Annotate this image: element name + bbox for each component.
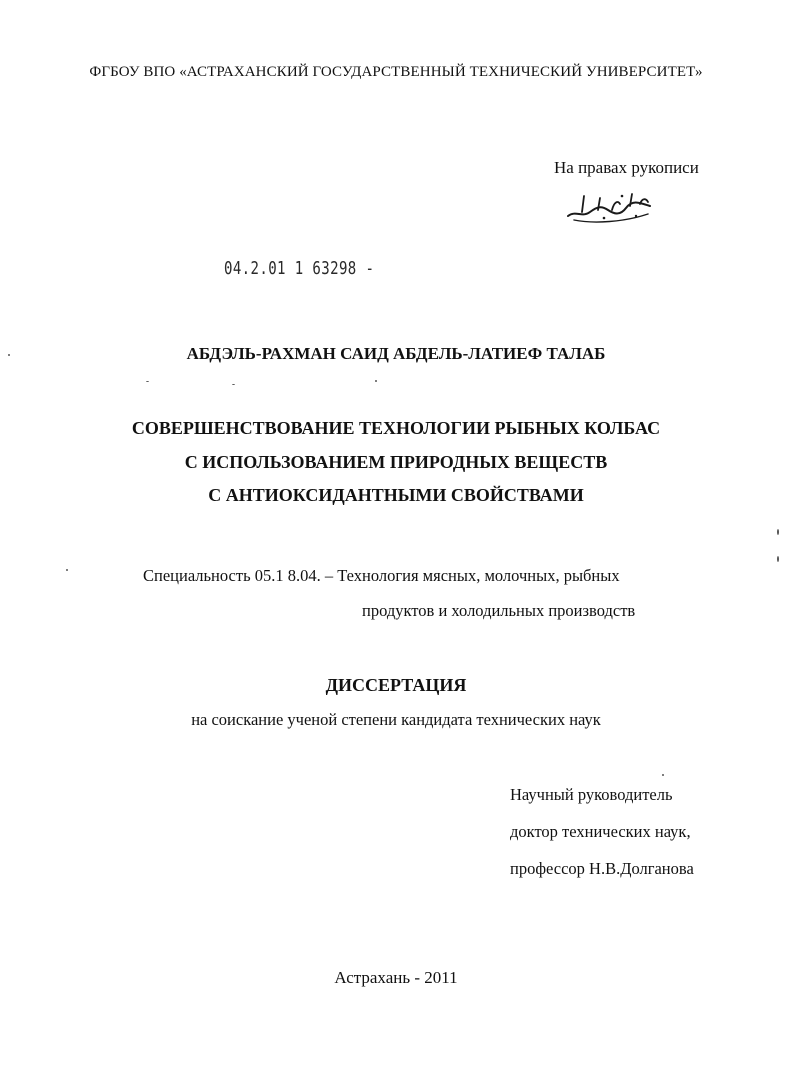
scan-speck	[232, 384, 235, 385]
degree-description: на соискание ученой степени кандидата технических наук	[191, 710, 601, 729]
scan-speck	[146, 381, 149, 382]
supervisor-degree: доктор технических наук,	[510, 822, 691, 841]
library-stamp-number: 04.2.01 1 63298 -	[224, 258, 375, 279]
university-name: ФГБОУ ВПО «АСТРАХАНСКИЙ ГОСУДАРСТВЕННЫЙ ТЕХНИЧЕСКИЙ УНИВЕРСИТЕТ»	[89, 64, 703, 80]
manuscript-rights-note: На правах рукописи	[554, 158, 699, 177]
scan-speck	[8, 354, 10, 356]
scan-speck	[66, 569, 68, 571]
title-line-1: СОВЕРШЕНСТВОВАНИЕ ТЕХНОЛОГИИ РЫБНЫХ КОЛБАС	[131, 418, 661, 438]
signature-icon	[564, 188, 654, 226]
scan-speck	[777, 556, 779, 562]
scan-speck	[777, 529, 779, 535]
specialty-line-2: продуктов и холодильных производств	[362, 601, 636, 620]
specialty-line-1: Специальность 05.1 8.04. – Технология мясных, молочных, рыбных	[143, 566, 620, 585]
title-line-3: С АНТИОКСИДАНТНЫМИ СВОЙСТВАМИ	[208, 485, 584, 505]
author-name: АБДЭЛЬ-РАХМАН САИД АБДЕЛЬ-ЛАТИЕФ ТАЛАБ	[186, 344, 606, 363]
supervisor-name: профессор Н.В.Долганова	[510, 859, 694, 878]
supervisor-role: Научный руководитель	[510, 785, 673, 804]
scan-speck	[662, 774, 664, 776]
city-year: Астрахань - 2011	[334, 968, 458, 987]
scan-speck	[375, 380, 377, 382]
title-line-2: С ИСПОЛЬЗОВАНИЕМ ПРИРОДНЫХ ВЕЩЕСТВ	[184, 452, 608, 472]
document-type-heading: ДИССЕРТАЦИЯ	[325, 675, 467, 695]
